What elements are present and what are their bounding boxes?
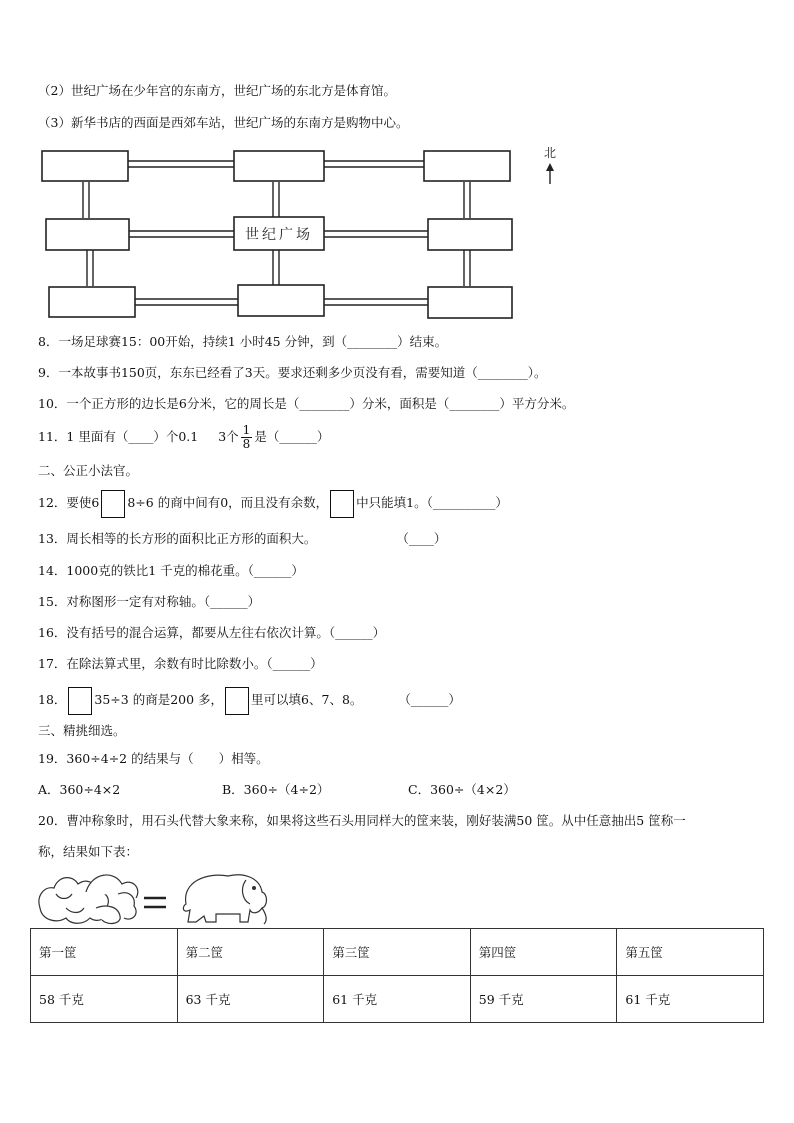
section-3-title: 三、精挑细选。 <box>38 723 126 738</box>
q18-line <box>38 685 461 715</box>
q13-blank: （____） <box>396 531 447 546</box>
stones-icon <box>39 875 138 924</box>
map-box-e <box>428 219 512 250</box>
table-value-cell: 61 千克 <box>617 976 764 1023</box>
q19-option-a[interactable]: A．360÷4×2 <box>38 782 121 797</box>
compass-north-label: 北 <box>543 146 557 160</box>
q18-digit-box[interactable] <box>68 687 92 715</box>
q18-part3: 里可以填6、7、8。 <box>251 692 363 707</box>
elephant-icon <box>183 875 266 924</box>
equals-sign-icon <box>144 898 166 907</box>
fraction-numerator: 1 <box>242 423 251 437</box>
q12-digit-box-2[interactable] <box>330 490 354 518</box>
fraction-denominator: 8 <box>242 437 251 451</box>
q7-line-3: （3）新华书店的西面是西郊车站，世纪广场的东南方是购物中心。 <box>38 115 409 130</box>
table-row <box>31 976 764 1023</box>
q11-part2: 3个 <box>218 429 239 444</box>
table-header-cell: 第四筐 <box>470 929 617 976</box>
basket-weight-table <box>30 928 764 1023</box>
map-box-sw <box>49 287 135 317</box>
map-box-ne <box>424 151 510 181</box>
q9-text: 9．一本故事书150页，东东已经看了3天。要求还剩多少页没有看，需要知道（________）。 <box>38 365 547 380</box>
q11-part3: 是（______） <box>254 429 330 444</box>
stones-equals-elephant-illustration <box>36 864 276 928</box>
compass-arrowhead-icon <box>546 163 554 171</box>
q11-line <box>38 422 329 452</box>
map-center-label: 世纪广场 <box>245 227 313 243</box>
map-box-w <box>46 219 129 250</box>
q20-line-1: 20．曹冲称象时，用石头代替大象来称，如果将这些石头用同样大的筐来装，刚好装满50 筐。从中任意抽出5 筐称一 <box>38 813 686 828</box>
q12-part3: 中只能填1。（__________） <box>356 495 508 510</box>
q18-digit-box-2[interactable] <box>225 687 249 715</box>
map-box-se <box>428 287 512 318</box>
map-box-nw <box>42 151 128 181</box>
section-2-title: 二、公正小法官。 <box>38 463 139 478</box>
q11-part1: 11．1 里面有（____）个0.1 <box>38 429 199 444</box>
q15-text: 15．对称图形一定有对称轴。（______） <box>38 594 261 609</box>
map-box-s <box>238 285 324 316</box>
q13-line <box>38 530 446 548</box>
q20-line-2: 称，结果如下表： <box>38 844 139 859</box>
q8-text: 8．一场足球赛15：00开始，持续1 小时45 分钟，到（________）结束。 <box>38 334 448 349</box>
q16-text: 16．没有括号的混合运算，都要从左往右依次计算。（______） <box>38 625 386 640</box>
q12-part2: 8÷6 的商中间有0，而且没有余数， <box>127 495 329 510</box>
q18-part2: 35÷3 的商是200 多， <box>94 692 224 707</box>
q11-fraction <box>241 424 253 451</box>
table-value-cell: 59 千克 <box>470 976 617 1023</box>
q10-text: 10．一个正方形的边长是6分米，它的周长是（________）分米，面积是（________）平方分米。 <box>38 396 575 411</box>
q12-digit-box[interactable] <box>101 490 125 518</box>
q7-line-2: （2）世纪广场在少年宫的东南方，世纪广场的东北方是体育馆。 <box>38 83 396 98</box>
table-value-cell: 63 千克 <box>177 976 324 1023</box>
table-value-cell: 58 千克 <box>31 976 178 1023</box>
q18-part1: 18． <box>38 692 67 707</box>
city-map-diagram <box>38 144 568 324</box>
q19-option-c[interactable]: C．360÷（4×2） <box>408 782 516 797</box>
q17-text: 17．在除法算式里，余数有时比除数小。（______） <box>38 656 323 671</box>
q12-part1: 12．要使6 <box>38 495 100 510</box>
table-header-cell: 第三筐 <box>324 929 471 976</box>
table-header-cell: 第二筐 <box>177 929 324 976</box>
q14-text: 14．1000克的铁比1 千克的棉花重。（______） <box>38 563 304 578</box>
table-header-cell: 第五筐 <box>617 929 764 976</box>
table-header-cell: 第一筐 <box>31 929 178 976</box>
q19-text: 19．360÷4÷2 的结果与（ ）相等。 <box>38 751 269 766</box>
table-value-cell: 61 千克 <box>324 976 471 1023</box>
map-box-n <box>234 151 324 181</box>
q12-line <box>38 488 508 518</box>
table-header-row <box>31 929 764 976</box>
q19-option-b[interactable]: B．360÷（4÷2） <box>222 782 330 797</box>
q18-blank: （______） <box>398 692 461 707</box>
q13-text: 13．周长相等的长方形的面积比正方形的面积大。 <box>38 531 317 546</box>
